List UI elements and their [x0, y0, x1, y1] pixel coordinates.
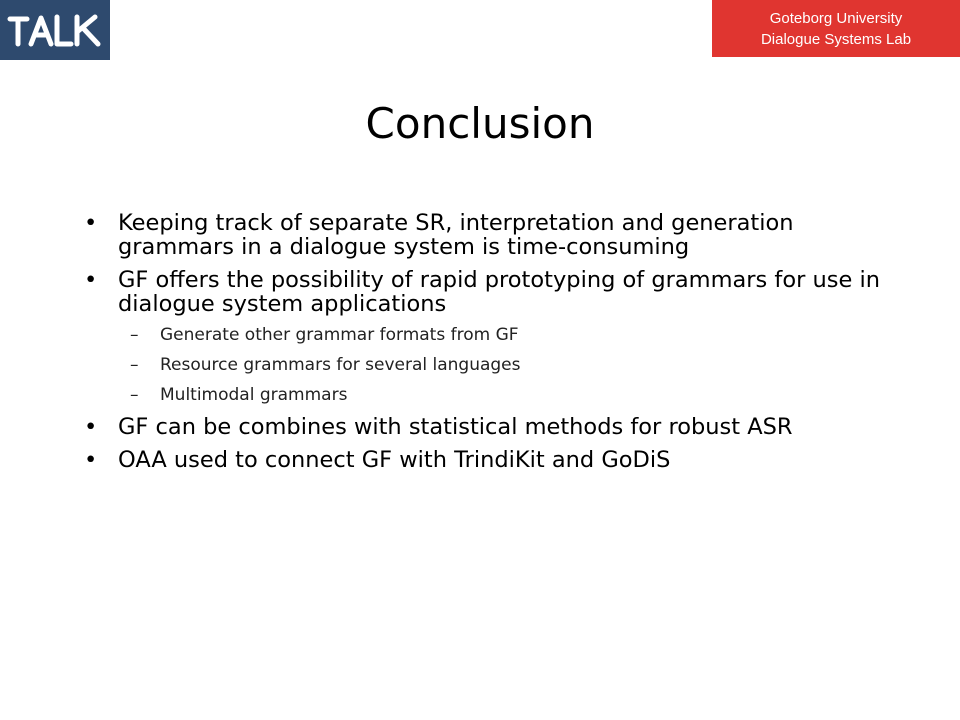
bullet-marker: •	[84, 210, 98, 236]
sub-bullet-marker: –	[130, 355, 139, 375]
sub-bullet-text: Generate other grammar formats from GF	[160, 325, 519, 345]
bullet-marker: •	[84, 267, 98, 293]
affiliation-banner	[712, 0, 960, 57]
bullet-text: GF can be combines with statistical methods for robust ASR	[118, 414, 793, 440]
sub-bullet-list	[84, 325, 884, 406]
sub-bullet-item	[84, 355, 884, 376]
affiliation-lab: Dialogue Systems Lab	[760, 30, 912, 48]
bullet-item	[84, 415, 884, 439]
sub-bullet-item	[84, 325, 884, 346]
sub-bullet-item	[84, 385, 884, 406]
bullet-marker: •	[84, 414, 98, 440]
bullet-list	[84, 211, 884, 481]
sub-bullet-marker: –	[130, 325, 139, 345]
bullet-text: Keeping track of separate SR, interpretation and generation grammars in a dialogue system is time-consuming	[118, 210, 794, 260]
affiliation-university: Goteborg University	[769, 9, 903, 27]
talk-logo-mark	[7, 13, 103, 47]
bullet-text: OAA used to connect GF with TrindiKit and GoDiS	[118, 447, 671, 473]
talk-logo	[0, 0, 110, 60]
sub-bullet-marker: –	[130, 385, 139, 405]
bullet-item	[84, 268, 884, 316]
bullet-item	[84, 448, 884, 472]
bullet-marker: •	[84, 447, 98, 473]
sub-bullet-text: Resource grammars for several languages	[160, 355, 521, 375]
sub-bullet-text: Multimodal grammars	[160, 385, 348, 405]
bullet-item	[84, 211, 884, 259]
bullet-text: GF offers the possibility of rapid prototyping of grammars for use in dialogue system applications	[118, 267, 881, 317]
slide-title: Conclusion	[365, 99, 595, 148]
